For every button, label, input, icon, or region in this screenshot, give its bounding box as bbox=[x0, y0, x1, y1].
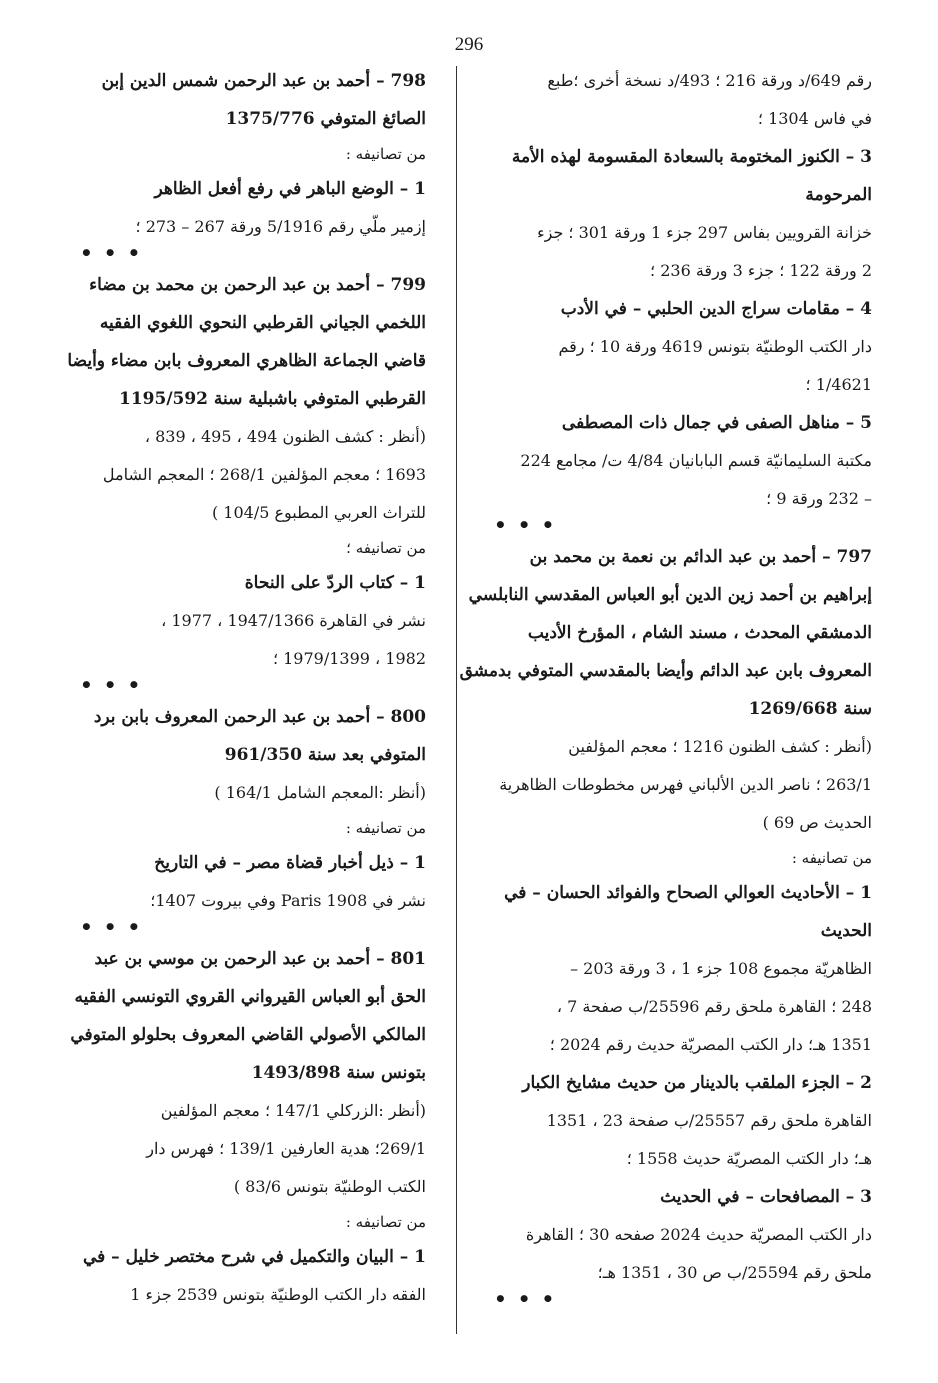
source-reference-line: نشر في القاهرة 1947/1366 ، 1977 ، bbox=[161, 611, 426, 630]
entry-heading-line: المعروف بابن عبد الدائم وأيضا بالمقدسي المتوفي بدمشق bbox=[459, 661, 872, 681]
page-number: 296 bbox=[454, 34, 484, 55]
entry-heading-line: المالكي الأصولي القاضي المعروف بحلولو المتوفي bbox=[70, 1025, 426, 1045]
entry-heading-line: 5 – مناهل الصفى في جمال ذات المصطفى bbox=[561, 413, 872, 433]
entry-heading-line: 1 – ذيل أخبار قضاة مصر – في التاريخ bbox=[154, 853, 426, 873]
section-separator: • • • bbox=[80, 673, 143, 697]
source-reference-line: 1693 ؛ معجم المؤلفين 268/1 ؛ المعجم الشامل bbox=[102, 465, 426, 484]
section-separator: • • • bbox=[80, 915, 143, 939]
source-reference-line: نشر في Paris 1908 وفي بيروت 1407؛ bbox=[150, 891, 426, 910]
source-reference-line: (أنظر :المعجم الشامل 164/1 ) bbox=[214, 783, 426, 802]
source-reference-line: الظاهريّة مجموع 108 جزء 1 ، 3 ورقة 203 – bbox=[570, 959, 872, 978]
entry-heading-line: الحديث bbox=[820, 921, 872, 941]
section-separator: • • • bbox=[494, 1287, 557, 1311]
entry-heading-line: 4 – مقامات سراج الدين الحلبي – في الأدب bbox=[560, 299, 872, 319]
entry-heading-line: 797 – أحمد بن عبد الدائم بن نعمة بن محمد بن bbox=[529, 547, 872, 567]
source-reference-line: القاهرة ملحق رقم 25557/ب صفحة 23 ، 1351 bbox=[546, 1111, 872, 1130]
entry-heading-line: سنة 1269/668 bbox=[748, 699, 872, 719]
source-reference-line: 2 ورقة 122 ؛ جزء 3 ورقة 236 ؛ bbox=[650, 261, 872, 280]
works-label: من تصانيفه : bbox=[791, 849, 872, 867]
source-reference-line: 1982 ، 1979/1399 ؛ bbox=[272, 649, 426, 668]
source-reference-line: في فاس 1304 ؛ bbox=[757, 109, 872, 128]
entry-heading-line: 3 – المصافحات – في الحديث bbox=[660, 1187, 872, 1207]
entry-heading-line: إبراهيم بن أحمد زين الدين أبو العباس المقدسي النابلسي bbox=[468, 585, 872, 605]
source-reference-line: رقم 649/د ورقة 216 ؛ 493/د نسخة أخرى ؛طبع bbox=[547, 71, 872, 90]
works-label: من تصانيفه : bbox=[345, 819, 426, 837]
entry-heading-line: 3 – الكنوز المختومة بالسعادة المقسومة لهذه الأمة bbox=[511, 147, 872, 167]
entry-heading-line: المتوفي بعد سنة 961/350 bbox=[224, 745, 426, 765]
source-reference-line: الفقه دار الكتب الوطنيّة بتونس 2539 جزء 1 bbox=[130, 1285, 426, 1304]
entry-heading-line: 1 – كتاب الردّ على النحاة bbox=[244, 573, 426, 593]
source-reference-line: للتراث العربي المطبوع 104/5 ) bbox=[211, 503, 426, 522]
entry-heading-line: 800 – أحمد بن عبد الرحمن المعروف بابن برد bbox=[93, 707, 426, 727]
entry-heading-line: الصائغ المتوفي 1375/776 bbox=[225, 109, 426, 129]
source-reference-line: 248 ؛ القاهرة ملحق رقم 25596/ب صفحة 7 ، bbox=[556, 997, 872, 1016]
source-reference-line: 1/4621 ؛ bbox=[805, 375, 872, 394]
source-reference-line: (أنظر : كشف الظنون 494 ، 495 ، 839 ، bbox=[144, 427, 426, 446]
entry-heading-line: القرطبي المتوفي باشبلية سنة 1195/592 bbox=[119, 389, 426, 409]
entry-heading-line: اللخمي الجياني القرطبي النحوي اللغوي الفقيه bbox=[99, 313, 426, 333]
entry-heading-line: 801 – أحمد بن عبد الرحمن بن موسي بن عبد bbox=[94, 949, 426, 969]
source-reference-line: – 232 ورقة 9 ؛ bbox=[766, 489, 872, 508]
section-separator: • • • bbox=[80, 241, 143, 265]
entry-heading-line: قاضي الجماعة الظاهري المعروف بابن مضاء وأيضا bbox=[67, 351, 426, 371]
entry-heading-line: 1 – الأحاديث العوالي الصحاح والفوائد الحسان – في bbox=[504, 883, 872, 903]
source-reference-line: (أنظر :الزركلي 147/1 ؛ معجم المؤلفين bbox=[160, 1101, 426, 1120]
right-column bbox=[459, 62, 872, 1312]
section-separator: • • • bbox=[494, 513, 557, 537]
source-reference-line: 269/1؛ هدية العارفين 139/1 ؛ فهرس دار bbox=[146, 1139, 426, 1158]
source-reference-line: 263/1 ؛ ناصر الدين الألباني فهرس مخطوطات الظاهرية bbox=[499, 775, 872, 794]
entry-heading-line: الدمشقي المحدث ، مسند الشام ، المؤرخ الأديب bbox=[527, 623, 872, 643]
works-label: من تصانيفه : bbox=[345, 145, 426, 163]
entry-heading-line: المرحومة bbox=[805, 185, 872, 205]
source-reference-line: الكتب الوطنيّة بتونس 83/6 ) bbox=[233, 1177, 426, 1196]
source-reference-line: الحديث ص 69 ) bbox=[762, 813, 872, 832]
entry-heading-line: بتونس سنة 1493/898 bbox=[251, 1063, 426, 1083]
source-reference-line: دار الكتب المصريّة حديث 2024 صفحه 30 ؛ القاهرة bbox=[525, 1225, 872, 1244]
column-divider bbox=[456, 66, 457, 1334]
source-reference-line: (أنظر : كشف الظنون 1216 ؛ معجم المؤلفين bbox=[568, 737, 872, 756]
entry-heading-line: 798 – أحمد بن عبد الرحمن شمس الدين إبن bbox=[101, 71, 426, 91]
source-reference-line: ملحق رقم 25594/ب ص 30 ، 1351 هـ؛ bbox=[597, 1263, 872, 1282]
works-label: من تصانيفه : bbox=[345, 1213, 426, 1231]
source-reference-line: إزمير ملّي رقم 5/1916 ورقة 267 – 273 ؛ bbox=[135, 217, 426, 236]
source-reference-line: 1351 هـ؛ دار الكتب المصريّة حديث رقم 2024 ؛ bbox=[549, 1035, 872, 1054]
source-reference-line: مكتبة السليمانيّة قسم البابانيان 4/84 ت/ مجامع 224 bbox=[520, 451, 872, 470]
entry-heading-line: 1 – الوضع الباهر في رفع أفعل الظاهر bbox=[154, 179, 426, 199]
entry-heading-line: 2 – الجزء الملقب بالدينار من حديث مشايخ الكبار bbox=[522, 1073, 872, 1093]
entry-heading-line: 1 – البيان والتكميل في شرح مختصر خليل – في bbox=[82, 1247, 426, 1267]
works-label: من تصانيفه ؛ bbox=[346, 539, 426, 557]
source-reference-line: دار الكتب الوطنيّة بتونس 4619 ورقة 10 ؛ رقم bbox=[558, 337, 872, 356]
source-reference-line: خزانة القرويين بفاس 297 جزء 1 ورقة 301 ؛ جزء bbox=[537, 223, 872, 242]
entry-heading-line: الحق أبو العباس القيرواني القروي التونسي الفقيه bbox=[74, 987, 426, 1007]
entry-heading-line: 799 – أحمد بن عبد الرحمن بن محمد بن مضاء bbox=[89, 275, 426, 295]
source-reference-line: هـ؛ دار الكتب المصريّة حديث 1558 ؛ bbox=[626, 1149, 872, 1168]
left-column bbox=[67, 62, 426, 1314]
